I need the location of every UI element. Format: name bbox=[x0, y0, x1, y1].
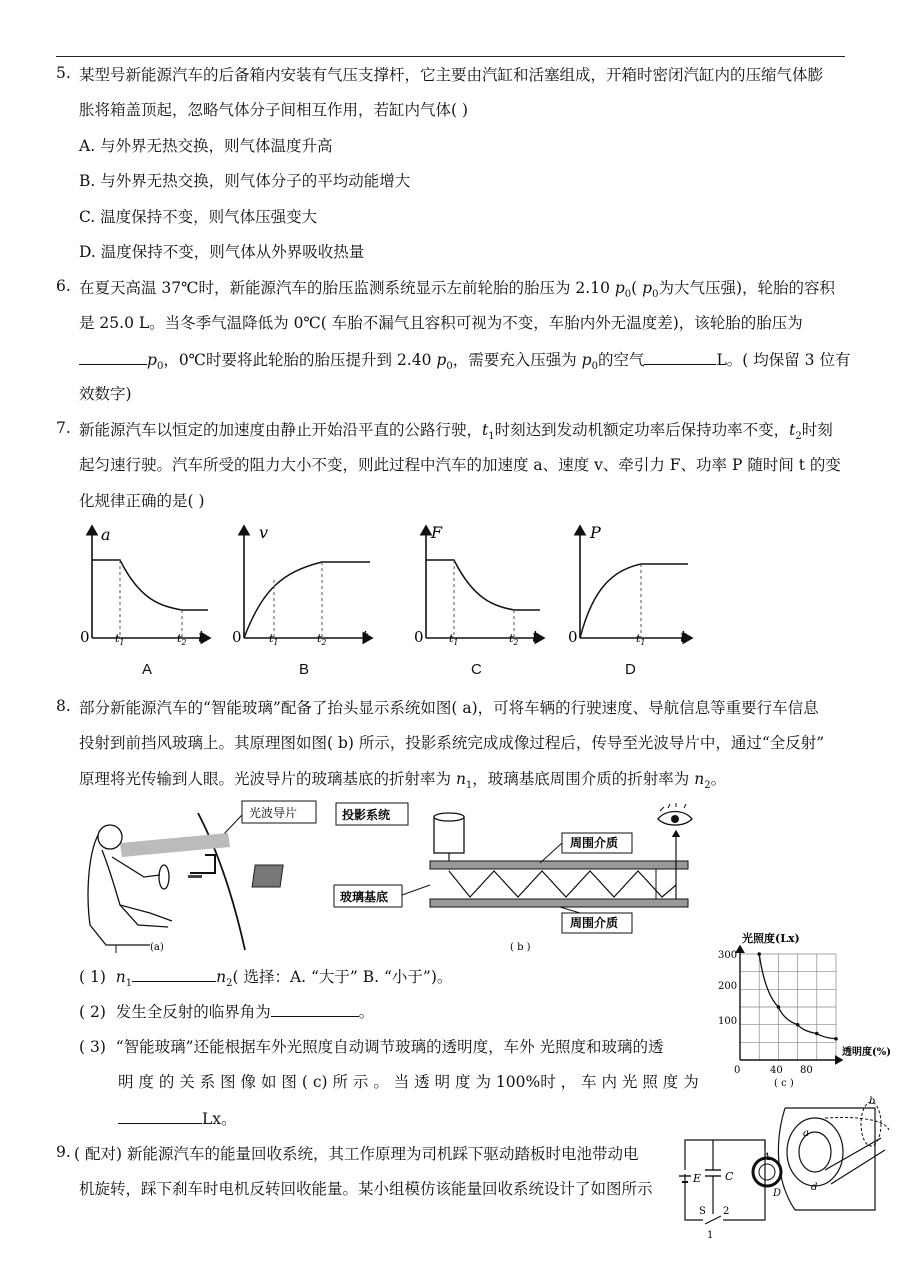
svg-text:t2: $t_2$ bbox=[317, 632, 327, 647]
fig-b-substrate: 玻璃基底 bbox=[340, 890, 389, 904]
ytick-200: 200 bbox=[718, 981, 738, 992]
graph-d-axis: P bbox=[590, 523, 601, 542]
q8-line2: 投射到前挡风玻璃上。其原理图如图( b) 所示，投影系统完成成像过程后，传导至光波导片中，通过“全反射” bbox=[79, 734, 825, 752]
svg-text:0: 0 bbox=[568, 628, 578, 646]
graph-c-label[interactable]: C bbox=[471, 661, 482, 678]
chart-grid bbox=[740, 954, 836, 1060]
q7-number: 7. bbox=[56, 419, 71, 437]
ytick-300: 300 bbox=[718, 950, 738, 961]
svg-text:0: 0 bbox=[414, 628, 424, 646]
q8-blank2[interactable] bbox=[271, 1000, 359, 1017]
fig-b-caption: ( b ) bbox=[510, 942, 531, 953]
graph-a-t: t bbox=[198, 627, 205, 646]
svg-text:t: t bbox=[532, 627, 539, 646]
q5-stem-line2: 胀将箱盖顶起，忽略气体分子间相互作用，若缸内气体( ) bbox=[79, 101, 469, 119]
circuit-A: A bbox=[763, 1152, 771, 1163]
graph-b bbox=[232, 523, 372, 647]
graph-d-label[interactable]: D bbox=[625, 661, 636, 678]
chart-point-0 bbox=[757, 952, 761, 956]
graph-d bbox=[568, 523, 692, 647]
graph-a-origin: 0 bbox=[80, 628, 90, 646]
q5-option-a: A. 与外界无热交换，则气体温度升高 bbox=[79, 137, 333, 155]
ytick-100: 100 bbox=[718, 1016, 738, 1027]
svg-text:t2: $t_2$ bbox=[509, 632, 519, 647]
svg-text:t1: $t_1$ bbox=[636, 632, 646, 647]
chart-point-4 bbox=[834, 1037, 838, 1041]
chart-point-3 bbox=[815, 1032, 819, 1036]
circuit-2: 2 bbox=[723, 1206, 730, 1217]
circuit-E: E bbox=[693, 1172, 702, 1185]
q6-line3: $p_0$，0℃时要将此轮胎的胎压提升到 2.40 $p_0$，需要充入压强为 $p_0$的空气 L。( 均保留 3 位有 bbox=[79, 348, 850, 378]
fig-a-driver bbox=[80, 795, 325, 955]
q6-line1: 在夏天高温 37℃时，新能源汽车的胎压监测系统显示左前轮胎的胎压为 2.10 $p_0$( $p_0$为大气压强)，轮胎的容积 bbox=[79, 279, 836, 301]
q8-blank1[interactable] bbox=[132, 965, 216, 982]
q8-sub3-line1: ( 3) “智能玻璃”还能根据车外光照度自动调节玻璃的透明度，车外 光照度和玻璃的透 bbox=[79, 1038, 664, 1056]
q8-sub3-line2: 明 度 的 关 系 图 像 如 图 ( c) 所 示 。 当 透 明 度 为 100%时 ， 车 内 光 照 度 为 bbox=[118, 1073, 699, 1091]
q7-line2: 起匀速行驶。汽车所受的阻力大小不变，则此过程中汽车的加速度 a、速度 v、牵引力 F、功率 P 随时间 t 的变 bbox=[79, 456, 841, 474]
svg-text:t2: $t_2$ bbox=[177, 632, 187, 647]
ytick-0: 0 bbox=[734, 1065, 741, 1076]
svg-text:t: t bbox=[680, 627, 687, 646]
circuit-d: d bbox=[811, 1182, 818, 1193]
q5-option-c: C. 温度保持不变，则气体压强变大 bbox=[79, 208, 318, 226]
svg-text:t: t bbox=[362, 627, 369, 646]
circuit-D: D bbox=[773, 1188, 782, 1199]
fig-a-callout: 光波导片 bbox=[249, 806, 298, 820]
q6-number: 6. bbox=[56, 277, 71, 295]
q5-stem-line1: 某型号新能源汽车的后备箱内安装有气压支撑杆，它主要由汽缸和活塞组成，开箱时密闭汽缸内的压缩气体膨 bbox=[79, 66, 824, 84]
q9-line2: 机旋转，踩下刹车时电机反转回收能量。某小组模仿该能量回收系统设计了如图所示 bbox=[79, 1180, 653, 1198]
chart-point-1 bbox=[777, 1005, 781, 1009]
q8-number: 8. bbox=[56, 697, 71, 715]
q6-line2: 是 25.0 L。当冬季气温降低为 0℃( 车胎不漏气且容积可视为不变，车胎内外无温度差)，该轮胎的胎压为 bbox=[79, 314, 803, 332]
header-rule bbox=[56, 56, 845, 57]
fig-c-ylabel: 光照度(Lx) bbox=[742, 932, 800, 945]
svg-text:t1: $t_1$ bbox=[269, 632, 279, 647]
q7-line3: 化规律正确的是( ) bbox=[79, 492, 205, 510]
q6-line4: 效数字) bbox=[79, 385, 132, 403]
graph-c-axis: F bbox=[431, 523, 443, 542]
fig-c-caption: ( c ) bbox=[774, 1078, 794, 1088]
q9-line1: ( 配对) 新能源汽车的能量回收系统，其工作原理为司机踩下驱动踏板时电池带动电 bbox=[74, 1145, 639, 1163]
circuit-b: b bbox=[869, 1096, 876, 1107]
svg-text:0: 0 bbox=[232, 628, 242, 646]
q8-line3: 原理将光传输到人眼。光波导片的玻璃基底的折射率为 $n_1$，玻璃基底周围介质的折射率为 $n_2$。 bbox=[79, 770, 727, 792]
q5-number: 5. bbox=[56, 64, 71, 82]
graph-c bbox=[414, 523, 544, 647]
circuit-1: 1 bbox=[707, 1230, 714, 1241]
graph-b-label[interactable]: B bbox=[299, 661, 310, 678]
xtick-80: 80 bbox=[800, 1065, 813, 1076]
circuit-S: S bbox=[699, 1206, 706, 1217]
fig-b-projector-label: 投影系统 bbox=[342, 808, 391, 822]
fig-b-medium-top: 周围介质 bbox=[570, 836, 619, 850]
graph-a-curve bbox=[92, 560, 208, 610]
circuit-a: a bbox=[803, 1128, 809, 1139]
xtick-40: 40 bbox=[770, 1065, 783, 1076]
q8-line1: 部分新能源汽车的“智能玻璃”配备了抬头显示系统如图( a)，可将车辆的行驶速度、导航信息等重要行车信息 bbox=[79, 699, 819, 717]
graph-a-axis: a bbox=[101, 525, 111, 544]
svg-text:t1: $t_1$ bbox=[115, 632, 125, 647]
q9-number: 9. bbox=[56, 1143, 71, 1161]
graph-b-axis: v bbox=[259, 523, 269, 542]
q9-circuit bbox=[675, 1090, 895, 1268]
q6-blank2[interactable] bbox=[644, 348, 716, 365]
chart-point-2 bbox=[796, 1023, 800, 1027]
circuit-C: C bbox=[725, 1170, 734, 1183]
fig-c-chart bbox=[712, 928, 897, 1088]
q5-option-d: D. 温度保持不变，则气体从外界吸收热量 bbox=[79, 243, 365, 261]
q8-sub2: ( 2) 发生全反射的临界角为 。 bbox=[79, 1000, 374, 1023]
q7-line1: 新能源汽车以恒定的加速度由静止开始沿平直的公路行驶，$t_1$时刻达到发动机额定功率后保持功率不变，$t_2$时刻 bbox=[79, 421, 833, 443]
q6-blank1[interactable] bbox=[79, 348, 147, 365]
fig-a-caption: (a) bbox=[150, 942, 164, 953]
q5-option-b: B. 与外界无热交换，则气体分子的平均动能增大 bbox=[79, 172, 411, 190]
q8-sub3-line3: Lx。 bbox=[118, 1107, 237, 1130]
fig-b-waveguide bbox=[330, 795, 710, 955]
fig-c-xlabel: 透明度(%) bbox=[842, 1047, 891, 1058]
q8-sub1: ( 1) $n_1$ $n_2$( 选择：A. “大于” B. “小于”)。 bbox=[79, 965, 452, 995]
q7-graphs bbox=[70, 520, 770, 655]
graph-a bbox=[80, 525, 210, 647]
fig-b-medium-bottom: 周围介质 bbox=[570, 916, 619, 930]
svg-text:t1: $t_1$ bbox=[449, 632, 459, 647]
q8-blank3[interactable] bbox=[118, 1107, 202, 1124]
graph-a-label[interactable]: A bbox=[142, 661, 153, 678]
